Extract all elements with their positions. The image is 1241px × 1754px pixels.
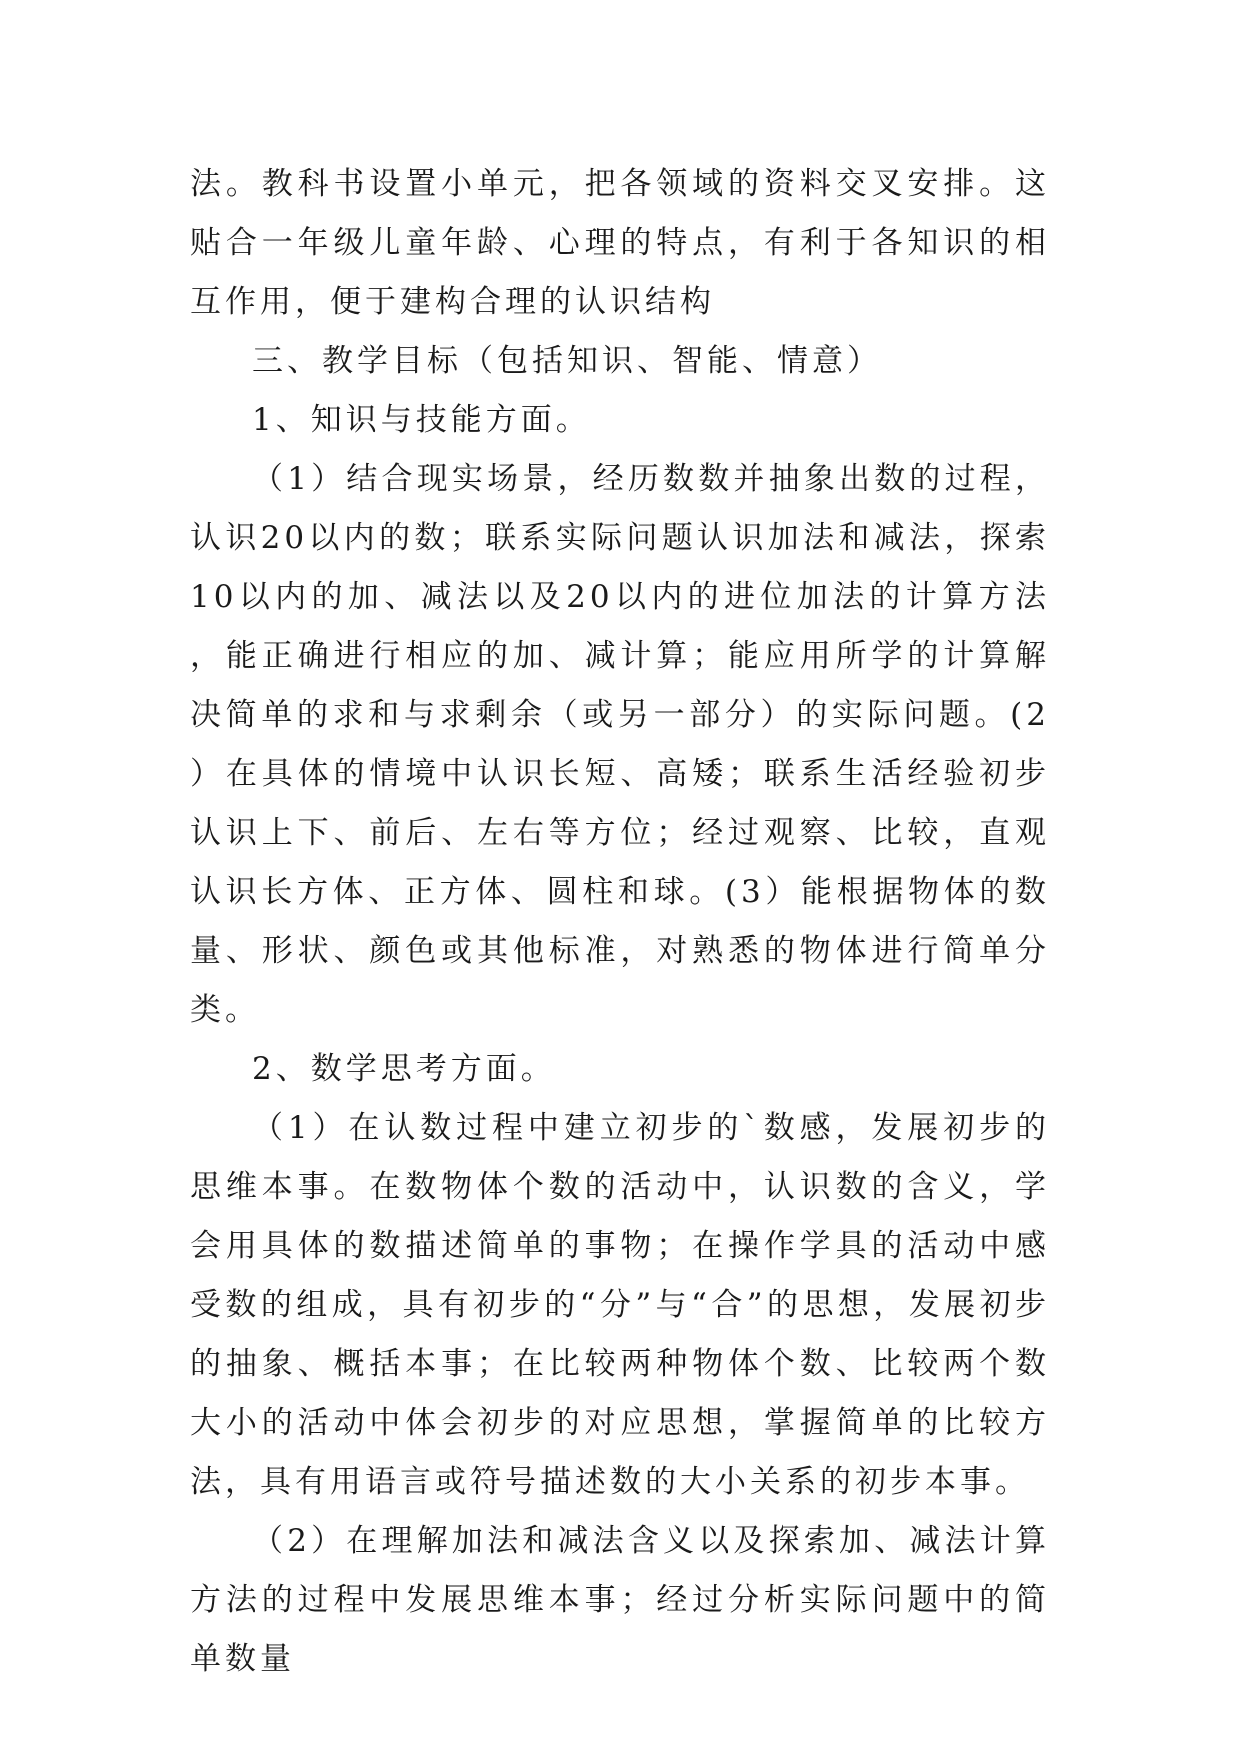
body-text bbox=[190, 155, 1050, 1689]
paragraph-math-thinking-1: （1）在认数过程中建立初步的`数感，发展初步的思维本事。在数物体个数的活动中，认识数的含义，学会用具体的数描述简单的事物；在操作学具的活动中感受数的组成，具有初步的“分”与“合”的思想，发展初步的抽象、概括本事；在比较两种物体个数、比较两个数大小的活动中体会初步的对应思想，掌握简单的比较方法，具有用语言或符号描述数的大小关系的初步本事。 bbox=[190, 1110, 1050, 1500]
paragraph-knowledge-skills: （1）结合现实场景，经历数数并抽象出数的过程，认识20以内的数；联系实际问题认识加法和减法，探索10以内的加、减法以及20以内的进位加法的计算方法，能正确进行相应的加、减计算；能应用所学的计算解决简单的求和与求剩余（或另一部分）的实际问题。(2）在具体的情境中认识长短、高矮；联系生活经验初步认识上下、前后、左右等方位；经过观察、比较，直观认识长方体、正方体、圆柱和球。(3）能根据物体的数量、形状、颜色或其他标准，对熟悉的物体进行简单分类。 bbox=[190, 461, 1050, 1028]
paragraph-continuation: 法。教科书设置小单元，把各领域的资料交叉安排。这贴合一年级儿童年龄、心理的特点，有利于各知识的相互作用，便于建构合理的认识结构 bbox=[190, 166, 1050, 320]
section-heading-teaching-goals: 三、教学目标（包括知识、智能、情意） bbox=[252, 343, 882, 379]
subheading-math-thinking: 2、数学思考方面。 bbox=[252, 1051, 556, 1087]
subheading-knowledge-skills: 1、知识与技能方面。 bbox=[252, 402, 591, 438]
paragraph-math-thinking-2: （2）在理解加法和减法含义以及探索加、减法计算方法的过程中发展思维本事；经过分析实际问题中的简单数量 bbox=[190, 1523, 1050, 1677]
